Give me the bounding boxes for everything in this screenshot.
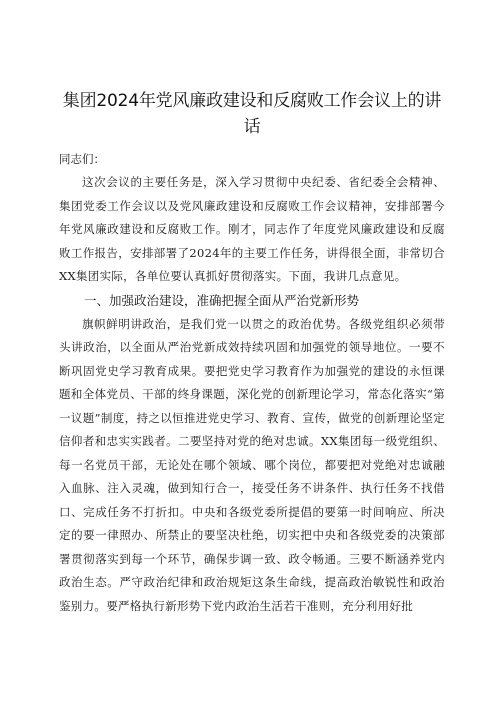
section-heading: 一、加强政治建设，准确把握全面从严治党新形势 <box>84 292 360 308</box>
document-content <box>59 88 445 618</box>
salutation: 同志们： <box>59 152 105 166</box>
document-title: 集团2024年党风廉政建设和反腐败工作会议上的讲话 <box>62 91 442 137</box>
intro-paragraph: 这次会议的主要任务是，深入学习贯彻中央纪委、省纪委全会精神、集团党委工作会议以及党风廉政建设和反腐败工作会议精神，安排部署今年党风廉政建设和反腐败工作。刚才，同志作了年度党风廉政建设和反腐败工作报告，安排部署了2024年的主要工作任务，讲得很全面，非常切合XX集团实际，各单位要认真抓好贯彻落实。下面，我讲几点意见。 <box>59 175 445 283</box>
section-body-paragraph: 旗帜鲜明讲政治，是我们党一以贯之的政治优势。各级党组织必须带头讲政治，以全面从严治党新成效持续巩固和加强党的领导地位。一要不断巩固党史学习教育成果。要把党史学习教育作为加强党的建设的永恒课题和全体党员、干部的终身课题，深化党的创新理论学习，常态化落实“第一议题”制度，持之以恒推进党史学习、教育、宣传，做党的创新理论坚定信仰者和忠实实践者。二要坚持对党的绝对忠诚。XX集团每一级党组织、每一名党员干部，无论处在哪个领域、哪个岗位，都要把对党绝对忠诚融入血脉、注入灵魂，做到知行合一，接受任务不讲条件、执行任务不找借口、完成任务不打折扣。中央和各级党委所提倡的要第一时间响应、所决定的要一律照办、所禁止的要坚决杜绝，切实把中央和各级党委的决策部署贯彻落实到每一个环节，确保步调一致、政令畅通。三要不断涵养党内政治生态。严守政治纪律和政治规矩这条生命线，提高政治敏锐性和政治鉴别力。要严格执行新形势下党内政治生活若干准则，充分利用好批 <box>59 316 445 613</box>
